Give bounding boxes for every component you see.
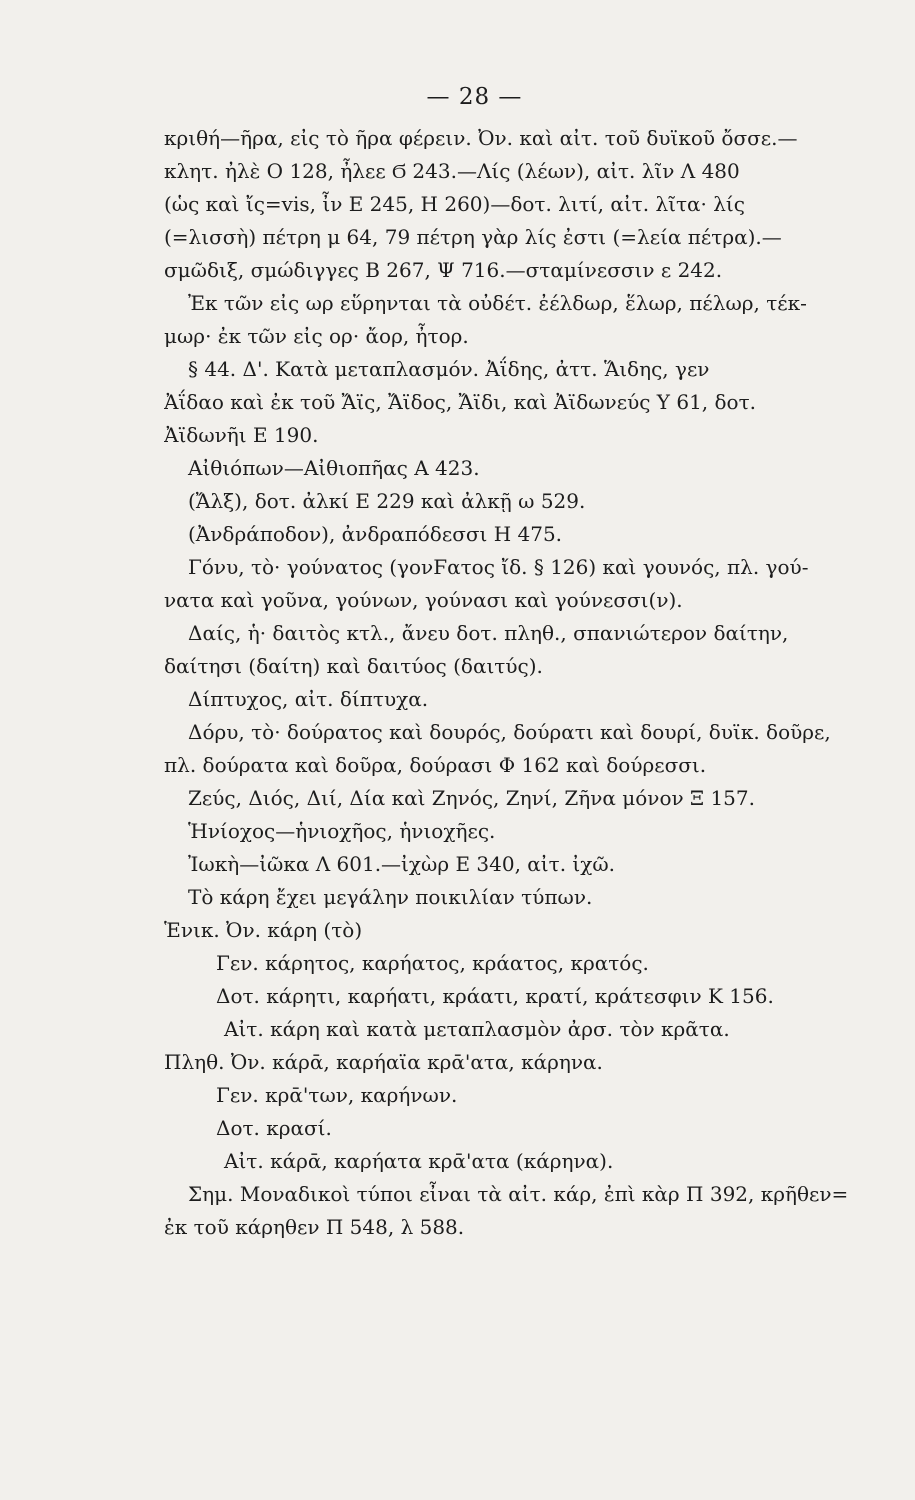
text-line: σμῶδιξ, σμώδιγγες Β 267, Ψ 716.—σταμίνεσσιν ε 242. — [164, 258, 723, 282]
text-line: Ἰωκὴ—ἰῶκα Λ 601.—ἰχὼρ Ε 340, αἰτ. ἰχῶ. — [188, 852, 616, 876]
text-line: Σημ. Μοναδικοὶ τύποι εἶναι τὰ αἰτ. κάρ, ἐπὶ κὰρ Π 392, κρῆθεν= — [188, 1182, 849, 1206]
text-line: Αἰτ. κάρη καὶ κατὰ μεταπλασμὸν ἀρσ. τὸν κρᾶτα. — [224, 1017, 730, 1041]
text-line: Τὸ κάρη ἔχει μεγάλην ποικιλίαν τύπων. — [188, 885, 593, 909]
text-line: Δοτ. κάρητι, καρήατι, κράατι, κρατί, κράτεσφιν Κ 156. — [216, 984, 774, 1008]
text-line: ἐκ τοῦ κάρηθεν Π 548, λ 588. — [164, 1215, 465, 1239]
text-line: § 44. Δ'. Κατὰ μεταπλασμόν. Ἀΐδης, ἀττ. Ἅιδης, γεν — [188, 357, 710, 381]
text-line: νατα καὶ γοῦνα, γούνων, γούνασι καὶ γούνεσσι(ν). — [164, 588, 683, 612]
text-line: Ζεύς, Διός, Διί, Δία καὶ Ζηνός, Ζηνί, Ζῆνα μόνον Ξ 157. — [188, 786, 755, 810]
text-line: Αἰθιόπων—Αἰθιοπῆας Α 423. — [188, 456, 480, 480]
text-line: Αἰτ. κάρᾱ, καρήατα κρᾱ'ατα (κάρηνα). — [224, 1149, 614, 1173]
text-line: (Ἀνδράποδον), ἀνδραπόδεσσι Η 475. — [188, 522, 563, 546]
text-line: (=λισσὴ) πέτρη μ 64, 79 πέτρη γὰρ λίς ἐστι (=λεία πέτρα).— — [164, 225, 782, 249]
text-line: (ὡς καὶ ἴς=vis, ἶν E 245, Η 260)—δοτ. λιτί, αἰτ. λῖτα· λίς — [164, 192, 745, 216]
page-number: — 28 — — [426, 84, 523, 110]
text-line: μωρ· ἐκ τῶν εἰς ορ· ἄορ, ἦτορ. — [164, 324, 469, 348]
text-line: πλ. δούρατα καὶ δοῦρα, δούρασι Φ 162 καὶ δούρεσσι. — [164, 753, 707, 777]
text-line: Γεν. κάρητος, καρήατος, κράατος, κρατός. — [216, 951, 649, 975]
text-line: Δόρυ, τὸ· δούρατος καὶ δουρός, δούρατι καὶ δουρί, δυϊκ. δοῦρε, — [188, 720, 831, 744]
text-body — [164, 122, 855, 1244]
text-line: Γεν. κρᾱ'των, καρήνων. — [216, 1083, 458, 1107]
text-line: Ἡνίοχος—ἡνιοχῆος, ἡνιοχῆες. — [188, 819, 496, 843]
text-line: δαίτησι (δαίτη) καὶ δαιτύος (δαιτύς). — [164, 654, 543, 678]
text-line: Πληθ. Ὀν. κάρᾱ, καρήαϊα κρᾱ'ατα, κάρηνα. — [164, 1050, 603, 1074]
text-line: Ἑνικ. Ὀν. κάρη (τὸ) — [164, 918, 363, 942]
text-line: Δοτ. κρασί. — [216, 1116, 332, 1140]
text-line: (Ἄλξ), δοτ. ἀλκί Ε 229 καὶ ἀλκῇ ω 529. — [188, 489, 586, 513]
text-line: Δαίς, ἡ· δαιτὸς κτλ., ἄνευ δοτ. πληθ., σπανιώτερον δαίτην, — [188, 621, 789, 645]
text-line: Γόνυ, τὸ· γούνατος (γονϜατος ἴδ. § 126) καὶ γουνός, πλ. γού- — [188, 555, 809, 579]
text-line: κριθή—ῆρα, εἰς τὸ ῆρα φέρειν. Ὀν. καὶ αἰτ. τοῦ δυϊκοῦ ὄσσε.— — [164, 126, 798, 150]
text-line: Ἐκ τῶν εἰς ωρ εὕρηνται τὰ οὐδέτ. ἐέλδωρ, ἕλωρ, πέλωρ, τέκ- — [188, 291, 807, 315]
text-line: Δίπτυχος, αἰτ. δίπτυχα. — [188, 687, 429, 711]
text-line: Ἀϊδωνῆι Ε 190. — [164, 423, 319, 447]
text-line: Ἀΐδαο καὶ ἐκ τοῦ Ἄϊς, Ἄϊδος, Ἄϊδι, καὶ Ἀϊδωνεύς Υ 61, δοτ. — [164, 390, 757, 414]
text-line: κλητ. ἠλὲ Ο 128, ἦλεε Ϭ 243.—Λίς (λέων), αἰτ. λῖν Λ 480 — [164, 159, 740, 183]
